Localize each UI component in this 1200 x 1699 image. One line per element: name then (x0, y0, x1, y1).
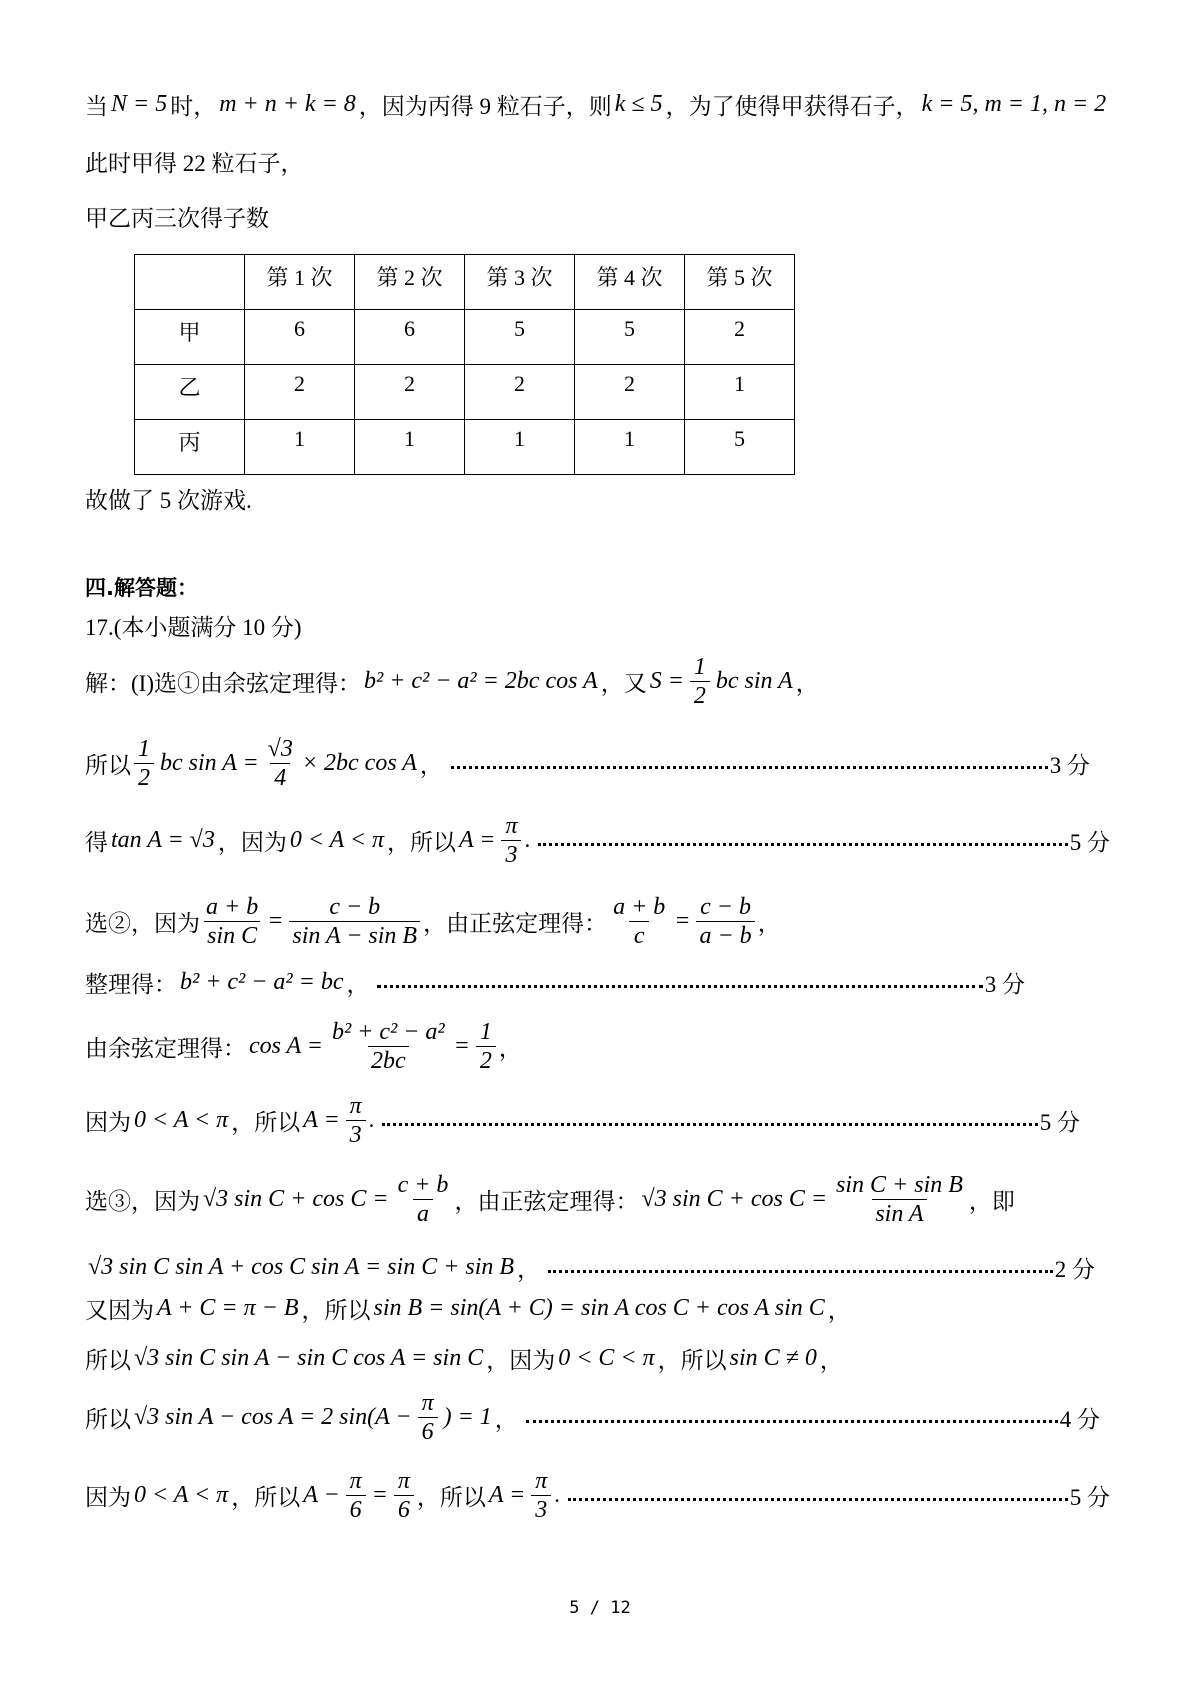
text: ，由正弦定理得： (454, 1188, 639, 1214)
page-number: 5 / 12 (569, 1598, 631, 1618)
fraction (346, 1092, 366, 1149)
text: 因为 (85, 1484, 131, 1510)
text: ， (419, 752, 443, 778)
line-conclusion (85, 468, 252, 528)
table-cell: 乙 (135, 365, 245, 420)
denominator: sin A (872, 1199, 926, 1228)
text: 由余弦定理得： (85, 1035, 246, 1061)
denominator: 2 (690, 681, 710, 710)
math: A − (303, 1481, 340, 1508)
fraction (346, 1467, 366, 1524)
line-solution-3 (85, 810, 1110, 870)
math: cos A = (249, 1032, 323, 1059)
fraction (610, 893, 668, 950)
numerator: π (505, 812, 518, 839)
math: b² + c² − a² = 2bc cos A (363, 667, 598, 694)
math: = (371, 1481, 388, 1508)
line-case-n5 (85, 74, 1109, 134)
text: ，又 (600, 670, 647, 696)
math: A = (459, 826, 496, 853)
text: 甲乙丙三次得子数 (85, 205, 269, 231)
math: bc sin A (715, 667, 793, 694)
text: 因为 (85, 1109, 131, 1135)
numerator: 1 (479, 1018, 492, 1045)
denominator: 4 (270, 763, 290, 792)
math: 0 < C < π (558, 1344, 655, 1371)
numerator: a + b (206, 893, 259, 920)
text: ，由正弦定理得： (423, 910, 608, 936)
line-option-2-cosine (85, 1016, 522, 1076)
math: 0 < A < π (289, 826, 385, 853)
math: sin C ≠ 0 (729, 1344, 817, 1371)
text: . (554, 1482, 561, 1507)
score-mark: 3 分 (1049, 752, 1090, 778)
fraction (833, 1171, 966, 1228)
denominator: c (629, 921, 649, 950)
table-cell: 5 (685, 420, 795, 475)
table-cell: 1 (685, 365, 795, 420)
text: ， (819, 1347, 843, 1373)
text: ， (757, 910, 781, 936)
math: A + C = π − B (157, 1294, 299, 1321)
line-option-2 (85, 891, 781, 951)
math: √3 sin C + cos C = (641, 1185, 828, 1212)
math: tan A = √3 (111, 826, 215, 853)
dot-leader (538, 843, 1068, 846)
fraction (696, 893, 754, 950)
fraction (690, 653, 710, 710)
math: = (267, 907, 284, 934)
text: ， (827, 1297, 851, 1323)
table-row (135, 420, 795, 475)
table-cell: 2 (575, 365, 685, 420)
math: √3 sin C sin A + cos C sin A = sin C + sin B (88, 1253, 515, 1280)
text: ， (795, 670, 819, 696)
text: ， (346, 971, 370, 997)
text: 所以 (85, 1406, 131, 1432)
text: ，所以 (387, 829, 457, 855)
denominator: 2 (476, 1046, 496, 1075)
numerator: 1 (138, 735, 150, 762)
text: ，所以 (301, 1297, 371, 1323)
numerator: π (349, 1467, 362, 1494)
line-option-3-step4 (85, 1387, 1100, 1447)
line-option-2-simplify (85, 952, 1025, 1012)
table-header: 第 5 次 (685, 255, 795, 310)
text: 所以 (85, 752, 131, 778)
table-header (135, 255, 245, 310)
fraction (501, 812, 521, 869)
denominator: 6 (394, 1495, 414, 1524)
table-cell: 2 (355, 365, 465, 420)
fraction (476, 1018, 496, 1075)
math: S = (649, 667, 684, 694)
text: 故做了 5 次游戏. (85, 487, 252, 513)
table-cell: 1 (355, 420, 465, 475)
math: sin B = sin(A + C) = sin A cos C + cos A sin C (373, 1294, 825, 1321)
denominator: a − b (696, 921, 754, 950)
table-cell: 1 (245, 420, 355, 475)
math: × 2bc cos A (301, 749, 417, 776)
line-option-3 (85, 1169, 1015, 1229)
fraction (134, 735, 154, 792)
table-cell: 2 (685, 310, 795, 365)
denominator: 6 (346, 1495, 366, 1524)
text: ，为了使得甲获得石子， (665, 93, 919, 119)
table-row (135, 365, 795, 420)
text: . (524, 827, 531, 852)
line-option-3-result (85, 1465, 1110, 1525)
dot-leader (451, 766, 1048, 769)
table-cell: 丙 (135, 420, 245, 475)
denominator: 3 (346, 1120, 366, 1149)
numerator: 1 (693, 653, 706, 680)
math: ) = 1 (443, 1403, 492, 1430)
text: ，即 (968, 1188, 1015, 1214)
table-cell: 6 (245, 310, 355, 365)
text: ，因为丙得 9 粒石子，则 (358, 93, 612, 119)
line-result (85, 131, 304, 191)
table-header: 第 2 次 (355, 255, 465, 310)
fraction (289, 893, 420, 950)
numerator: c − b (329, 893, 381, 920)
denominator: 6 (418, 1417, 438, 1446)
fraction (329, 1018, 448, 1075)
line-option-2-result (85, 1090, 1080, 1150)
table-cell: 6 (355, 310, 465, 365)
math: m + n + k = 8 (219, 90, 356, 117)
denominator: sin C (204, 921, 260, 950)
table-cell: 甲 (135, 310, 245, 365)
dot-leader (548, 1270, 1053, 1273)
score-mark: 3 分 (984, 971, 1025, 997)
text: 时， (170, 93, 217, 119)
question-17-title (85, 595, 302, 655)
math: k ≤ 5 (614, 90, 663, 117)
text: ， (498, 1035, 522, 1061)
line-option-3-step3 (85, 1328, 843, 1388)
table-cell: 2 (245, 365, 355, 420)
dot-leader (568, 1498, 1068, 1501)
numerator: b² + c² − a² (331, 1018, 445, 1045)
text: ，因为 (217, 829, 287, 855)
text: 得 (85, 829, 108, 855)
text: ，所以 (657, 1347, 727, 1373)
math: √3 sin C + cos C = (203, 1185, 389, 1212)
numerator: π (421, 1389, 434, 1416)
text: 又因为 (85, 1297, 154, 1323)
denominator: 3 (501, 840, 521, 869)
fraction (394, 1467, 414, 1524)
denominator: 2 (134, 763, 154, 792)
text: 此时甲得 22 粒石子， (85, 150, 304, 176)
score-mark: 5 分 (1069, 1484, 1110, 1510)
numerator: π (349, 1092, 362, 1119)
math: √3 sin A − cos A = 2 sin(A − (134, 1403, 412, 1430)
dot-leader (377, 985, 982, 988)
fraction (265, 735, 296, 792)
text: 17.(本小题满分 10 分) (85, 614, 302, 640)
numerator: c + b (397, 1171, 449, 1198)
fraction (203, 893, 261, 950)
text: ，所以 (416, 1484, 486, 1510)
table-cell: 5 (575, 310, 685, 365)
score-table (134, 254, 795, 475)
math: 0 < A < π (134, 1481, 229, 1508)
score-mark: 2 分 (1054, 1256, 1095, 1282)
score-mark: 5 分 (1039, 1109, 1080, 1135)
numerator: π (535, 1467, 548, 1494)
table-caption (85, 186, 269, 246)
dot-leader (382, 1123, 1037, 1126)
text: 解：(I)选①由余弦定理得： (85, 670, 361, 696)
denominator: 3 (531, 1495, 551, 1524)
math: 0 < A < π (134, 1106, 229, 1133)
math: A = (303, 1106, 340, 1133)
dot-leader (526, 1420, 1058, 1423)
table-cell: 5 (465, 310, 575, 365)
math: k = 5, m = 1, n = 2 (921, 90, 1107, 117)
table-header: 第 1 次 (245, 255, 355, 310)
text: ，因为 (486, 1347, 556, 1373)
math: N = 5 (111, 90, 168, 117)
numerator: c − b (700, 893, 752, 920)
table-header-row (135, 255, 795, 310)
text: 选③，因为 (85, 1188, 200, 1214)
fraction (418, 1389, 438, 1446)
table-header: 第 3 次 (465, 255, 575, 310)
denominator: sin A − sin B (289, 921, 420, 950)
table-cell: 1 (465, 420, 575, 475)
numerator: π (397, 1467, 410, 1494)
text: 选②，因为 (85, 910, 200, 936)
table-cell: 1 (575, 420, 685, 475)
math: = (453, 1032, 470, 1059)
line-solution-2 (85, 733, 1090, 793)
text: ， (494, 1406, 518, 1432)
table-cell: 2 (465, 365, 575, 420)
line-solution-1 (85, 651, 819, 711)
table-row (135, 310, 795, 365)
denominator: a (413, 1199, 433, 1228)
text: ，所以 (231, 1484, 301, 1510)
score-mark: 5 分 (1069, 829, 1110, 855)
math: bc sin A = (160, 749, 259, 776)
math: √3 sin C sin A − sin C cos A = sin C (134, 1344, 484, 1371)
text: ，所以 (231, 1109, 301, 1135)
text: 当 (85, 93, 108, 119)
text: . (368, 1107, 375, 1132)
score-mark: 4 分 (1059, 1406, 1100, 1432)
denominator: 2bc (368, 1046, 409, 1075)
numerator: √3 (267, 735, 293, 762)
table-header: 第 4 次 (575, 255, 685, 310)
text: 所以 (85, 1347, 131, 1373)
math: A = (488, 1481, 526, 1508)
fraction (395, 1171, 452, 1228)
heading: 四.解答题： (85, 576, 198, 600)
fraction (531, 1467, 551, 1524)
math: = (674, 907, 691, 934)
text: 整理得： (85, 971, 177, 997)
numerator: a + b (613, 893, 666, 920)
text: ， (517, 1256, 541, 1282)
math: b² + c² − a² = bc (180, 968, 344, 995)
numerator: sin C + sin B (836, 1171, 963, 1198)
